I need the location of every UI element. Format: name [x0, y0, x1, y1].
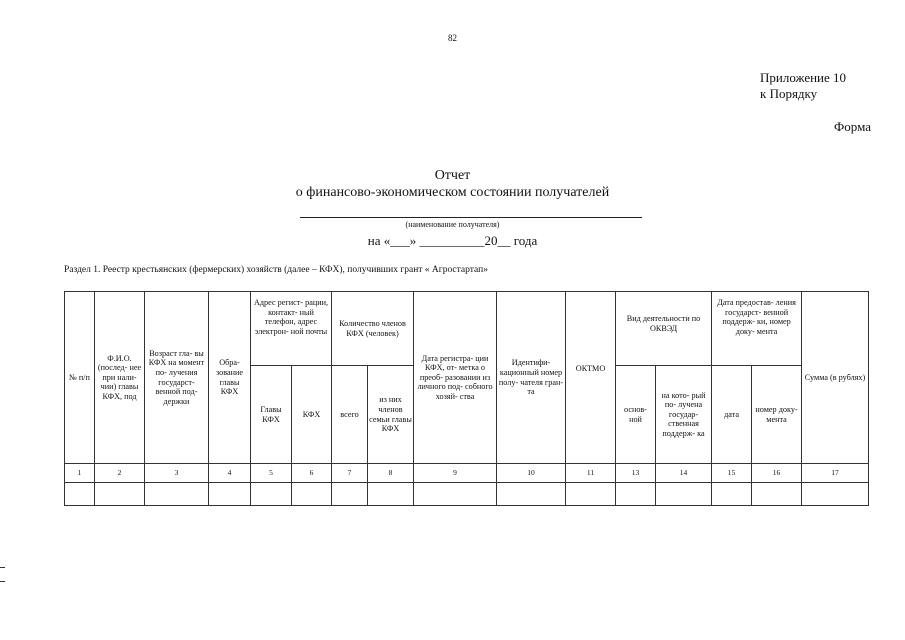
column-number: 4	[209, 464, 251, 483]
column-number: 8	[368, 464, 414, 483]
header-cell-full-name: Ф.И.О. (послед- нее при нали- чии) главы КФХ, под	[95, 292, 145, 464]
table-cell	[292, 483, 332, 506]
column-number: 17	[802, 464, 869, 483]
header-cell-farm-address: КФХ	[292, 366, 332, 464]
registry-table	[64, 291, 869, 506]
table-cell	[566, 483, 616, 506]
table-cell	[332, 483, 368, 506]
table-cell	[65, 483, 95, 506]
table-cell	[414, 483, 497, 506]
table-cell	[752, 483, 802, 506]
header-cell-oktmo: ОКТМО	[566, 292, 616, 464]
table-cell	[251, 483, 292, 506]
header-cell-support-date: дата	[712, 366, 752, 464]
header-cell-okved-supported: на кото- рый по- лучена государ- ственная поддерж- ка	[656, 366, 712, 464]
table-cell	[368, 483, 414, 506]
header-cell-amount: Сумма (в рублях)	[802, 292, 869, 464]
report-title: Отчет	[434, 168, 471, 183]
column-number: 2	[95, 464, 145, 483]
table-cell	[145, 483, 209, 506]
column-number: 9	[414, 464, 497, 483]
table-cell	[209, 483, 251, 506]
column-number: 6	[292, 464, 332, 483]
column-number: 3	[145, 464, 209, 483]
table-cell	[616, 483, 656, 506]
scan-edge-mark	[0, 567, 5, 568]
table-cell	[95, 483, 145, 506]
appendix-line-1: Приложение 10	[760, 70, 847, 85]
header-group-support: Дата предостав- ления государст- венной поддерж- ки, номер доку- мента	[712, 292, 802, 366]
header-group-okved: Вид деятельности по ОКВЭД	[616, 292, 712, 366]
column-number: 16	[752, 464, 802, 483]
header-cell-document-number: номер доку- мента	[752, 366, 802, 464]
header-cell-family-members: из них членов семьи главы КФХ	[368, 366, 414, 464]
table-cell	[712, 483, 752, 506]
table-cell	[802, 483, 869, 506]
column-number: 11	[566, 464, 616, 483]
table-row-empty	[65, 483, 869, 506]
section-title: Раздел 1. Реестр крестьянских (фермерских) хозяйств (далее – КФХ), получивших грант « Агростартап»	[64, 265, 488, 275]
column-number: 15	[712, 464, 752, 483]
recipient-name-line	[300, 217, 642, 218]
column-number: 5	[251, 464, 292, 483]
header-row-top	[65, 292, 869, 366]
column-number: 10	[497, 464, 566, 483]
table-cell	[656, 483, 712, 506]
column-number: 7	[332, 464, 368, 483]
column-number: 1	[65, 464, 95, 483]
appendix-line-2: к Порядку	[760, 86, 818, 101]
header-cell-inn: Идентифи- кационный номер полу- чателя гран- та	[497, 292, 566, 464]
header-cell-head-address: Главы КФХ	[251, 366, 292, 464]
page-number: 82	[448, 33, 457, 43]
header-cell-education: Обра- зование главы КФХ	[209, 292, 251, 464]
header-group-members: Количество членов КФХ (человек)	[332, 292, 414, 366]
table-cell	[497, 483, 566, 506]
header-cell-age: Возраст гла- вы КФХ на момент по- лучения государст- венной под- держки	[145, 292, 209, 464]
header-cell-okved-main: основ- ной	[616, 366, 656, 464]
scan-edge-mark	[0, 581, 5, 582]
header-cell-registration-date: Дата регистра- ции КФХ, от- метка о преоб- разовании из личного под- собного хозяй- ства	[414, 292, 497, 464]
recipient-name-caption: (наименование получателя)	[405, 220, 500, 229]
form-label: Форма	[834, 119, 871, 134]
header-cell-members-total: всего	[332, 366, 368, 464]
column-number: 14	[656, 464, 712, 483]
header-group-address: Адрес регист- рации, контакт- ный телефон, адрес электрон- ной почты	[251, 292, 332, 366]
header-cell-number: № п/п	[65, 292, 95, 464]
column-number: 13	[616, 464, 656, 483]
column-number-row	[65, 464, 869, 483]
appendix-reference	[760, 70, 846, 102]
report-date-line: на «___» __________20__ года	[367, 233, 538, 248]
report-subtitle: о финансово-экономическом состоянии получателей	[295, 185, 610, 200]
